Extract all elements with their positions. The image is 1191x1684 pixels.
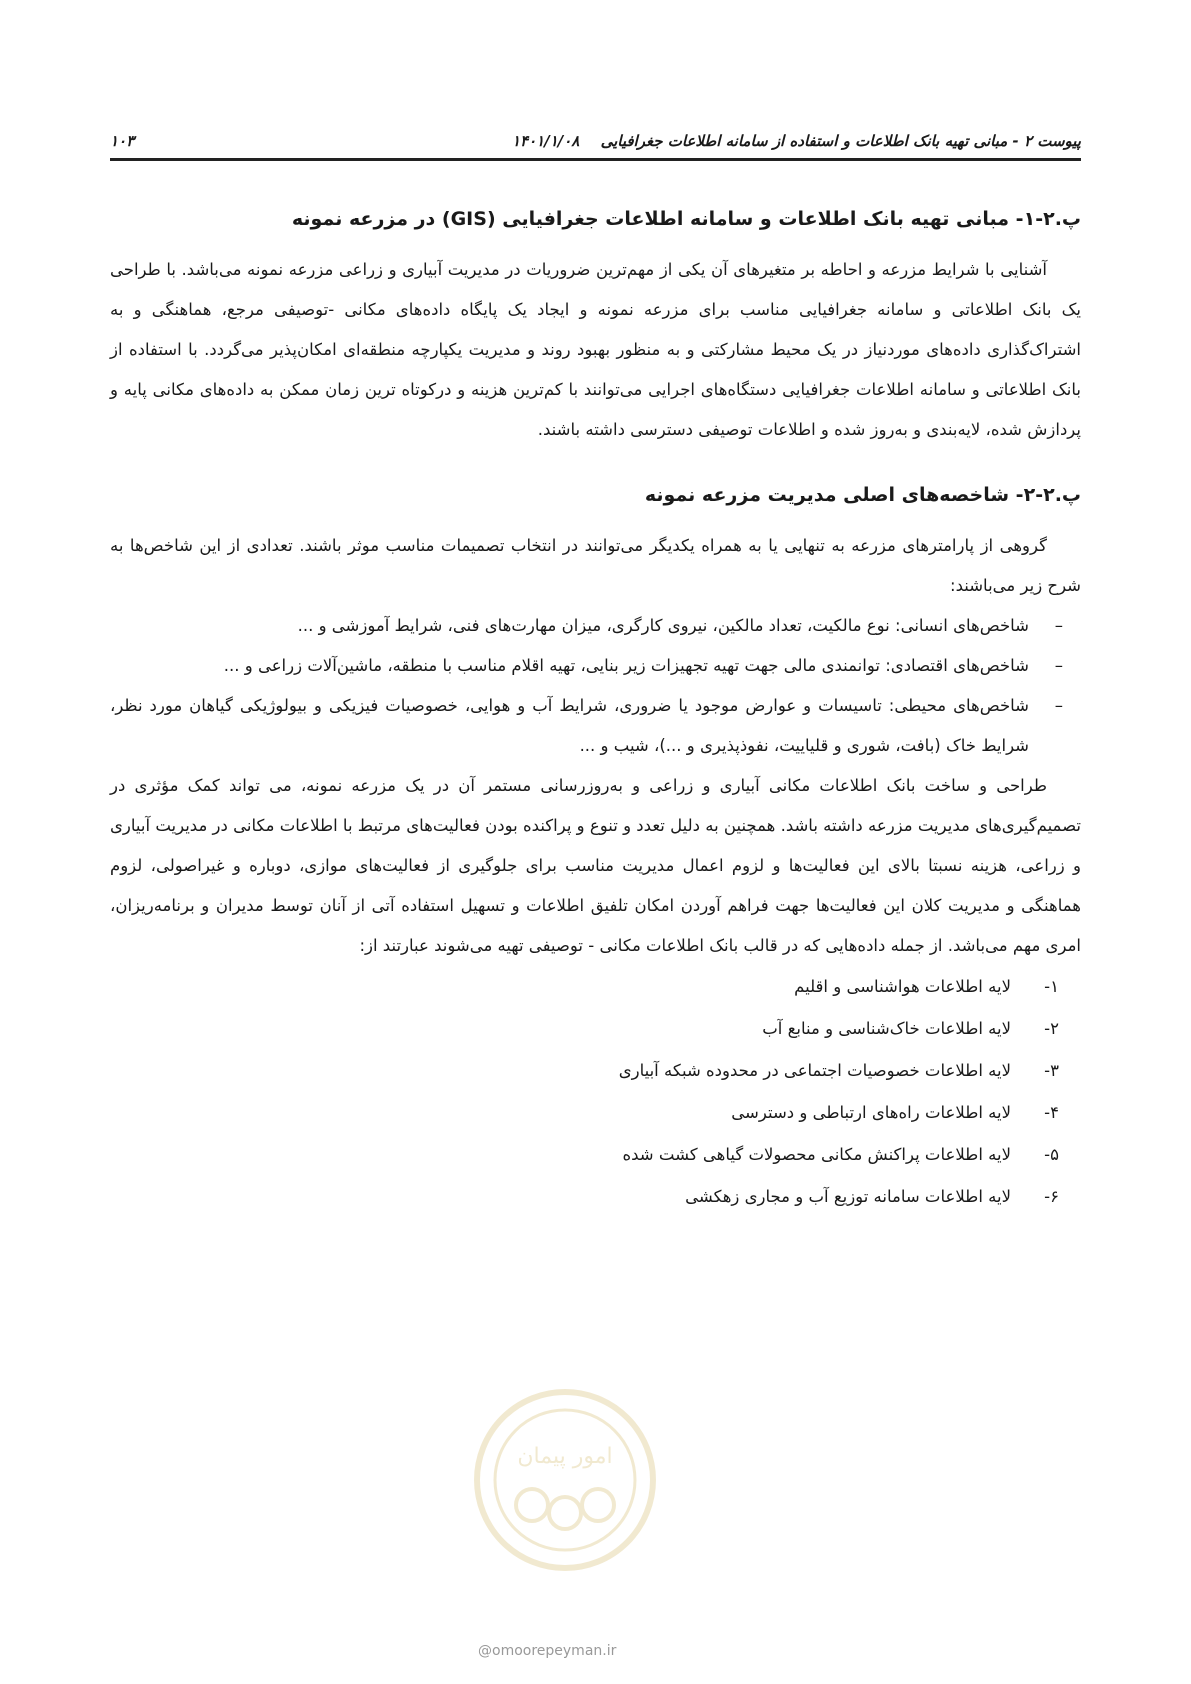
layer-item bbox=[110, 1134, 1059, 1176]
indicator-item-human: – شاخص‌های انسانی: نوع مالکیت، تعداد مالکین، نیروی کارگری، میزان مهارت‌های فنی، شرایط آموزشی و ... bbox=[110, 606, 1063, 646]
layer-text: لایه اطلاعات خصوصیات اجتماعی در محدوده شبکه آبیاری bbox=[618, 1061, 1011, 1080]
layer-number: ۶- bbox=[1044, 1187, 1059, 1206]
indicator-list bbox=[110, 606, 1081, 766]
layer-item bbox=[110, 1092, 1059, 1134]
header-date: ۱۴۰۱/۱/۰۸ bbox=[512, 132, 580, 150]
layer-text: لایه اطلاعات پراکنش مکانی محصولات گیاهی کشت شده bbox=[622, 1145, 1011, 1164]
page-number: ۱۰۳ bbox=[110, 132, 135, 150]
watermark-logo-text: امور پیمان bbox=[517, 1444, 613, 1469]
layer-number: ۲- bbox=[1044, 1019, 1059, 1038]
layer-text: لایه اطلاعات هواشناسی و اقلیم bbox=[794, 977, 1011, 996]
header-title bbox=[512, 132, 1081, 150]
layer-number: ۴- bbox=[1044, 1103, 1059, 1122]
page-content bbox=[110, 202, 1081, 1218]
layer-text: لایه اطلاعات خاک‌شناسی و منابع آب bbox=[762, 1019, 1011, 1038]
section-1-heading: پ.۲-۱- مبانی تهیه بانک اطلاعات و سامانه اطلاعات جغرافیایی (GIS) در مزرعه نمونه bbox=[291, 208, 1081, 230]
layer-number: ۱- bbox=[1044, 977, 1059, 996]
header-title-text: پیوست ۲ - مبانی تهیه بانک اطلاعات و استفاده از سامانه اطلاعات جغرافیایی bbox=[600, 132, 1081, 150]
layer-number: ۳- bbox=[1044, 1061, 1059, 1080]
section-1-paragraph: آشنایی با شرایط مزرعه و احاطه بر متغیرهای آن یکی از مهم‌ترین ضروریات در مدیریت آبیاری و زراعی مزرعه نمونه می‌باشد. با طراحی یک بانک اطلاعاتی و سامانه جغرافیایی مناسب برای مزرعه نمونه و ایجاد یک پایگاه داده‌های مکانی -توصیفی مرجع، هماهنگی و به اشتراک‌گذاری داده‌های موردنیاز در یک محیط مشارکتی و به منظور بهبود روند و مدیریت یکپارچه منطقه‌ای امکان‌پذیر می‌گردد. با استفاده از بانک اطلاعاتی و سامانه اطلاعات جغرافیایی دستگاه‌های اجرایی می‌توانند با کم‌ترین هزینه و درکوتاه ترین زمان ممکن به داده‌های مکانی پایه و پردازش شده، لایه‌بندی و به‌روز شده و اطلاعات توصیفی دسترسی داشته باشند. bbox=[110, 260, 1081, 439]
section-2-heading: پ.۲-۲- شاخصه‌های اصلی مدیریت مزرعه نمونه bbox=[644, 484, 1081, 506]
layer-text: لایه اطلاعات سامانه توزیع آب و مجاری زهکشی bbox=[685, 1187, 1011, 1206]
section-2-paragraph: طراحی و ساخت بانک اطلاعات مکانی آبیاری و زراعی و به‌روزرسانی مستمر آن در یک مزرعه نمونه، می تواند کمک مؤثری در تصمیم‌گیری‌های مدیریت مزرعه داشته باشد. همچنین به دلیل تعدد و تنوع و پراکنده بودن فعالیت‌های مرتبط با اطلاعات مکانی در مدیریت آبیاری و زراعی، هزینه نسبتا بالای این فعالیت‌ها و لزوم اعمال مدیریت مناسب برای جلوگیری از فعالیت‌های موازی، دوباره و غیراصولی، لزوم هماهنگی و مدیریت کلان این فعالیت‌ها جهت فراهم آوردن امکان تلفیق اطلاعات و تسهیل استفاده آتی از آنان توسط مدیران و برنامه‌ریزان، امری مهم می‌باشد. از جمله داده‌هایی که در قالب بانک اطلاعات مکانی - توصیفی تهیه می‌شوند عبارتند از: bbox=[110, 776, 1081, 955]
layer-list bbox=[110, 966, 1081, 1218]
layer-item bbox=[110, 966, 1059, 1008]
layer-text: لایه اطلاعات راه‌های ارتباطی و دسترسی bbox=[731, 1103, 1011, 1122]
section-2-intro: گروهی از پارامترهای مزرعه به تنهایی یا به همراه یکدیگر می‌توانند در انتخاب تصمیمات مناسب موثر باشند. تعدادی از این شاخص‌ها به شرح زیر می‌باشند: bbox=[110, 536, 1081, 595]
layer-item bbox=[110, 1008, 1059, 1050]
indicator-item-economic: – شاخص‌های اقتصادی: توانمندی مالی جهت تهیه تجهیزات زیر بنایی، تهیه اقلام مناسب با منطقه، ماشین‌آلات زراعی و ... bbox=[110, 646, 1063, 686]
watermark-logo bbox=[470, 1385, 660, 1575]
indicator-item-environmental: – شاخص‌های محیطی: تاسیسات و عوارض موجود یا ضروری، شرایط آب و هوایی، خصوصیات فیزیکی و بیولوژیکی گیاهان مورد نظر، شرایط خاک (بافت، شوری و قلیاییت، نفوذپذیری و ...)، شیب و ... bbox=[110, 686, 1063, 766]
page-header bbox=[110, 128, 1081, 161]
layer-item bbox=[110, 1050, 1059, 1092]
layer-item bbox=[110, 1176, 1059, 1218]
layer-number: ۵- bbox=[1044, 1145, 1059, 1164]
watermark-site: @omoorepeyman.ir bbox=[478, 1643, 617, 1659]
